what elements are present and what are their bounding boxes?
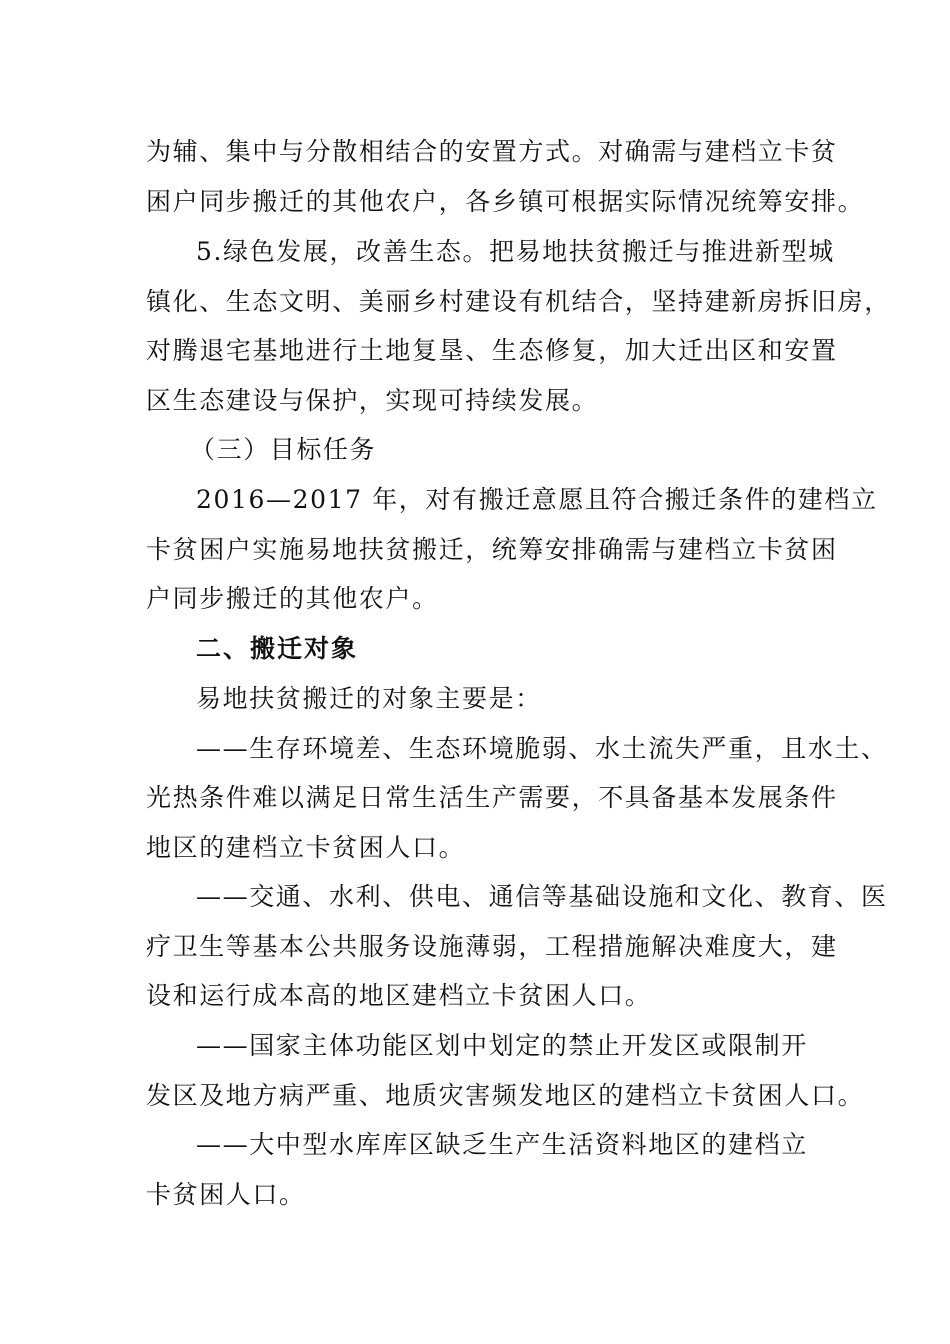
text-line: 卡贫困人口。 [146, 1180, 306, 1209]
chapter-heading: 二、搬迁对象 [196, 634, 359, 663]
text-line: 设和运行成本高的地区建档立卡贫困人口。 [146, 981, 652, 1010]
text-line: 困户同步搬迁的其他农户，各乡镇可根据实际情况统筹安排。 [146, 187, 865, 216]
text-line: 卡贫困户实施易地扶贫搬迁，统筹安排确需与建档立卡贫困 [146, 535, 838, 564]
section-heading: （三）目标任务 [190, 435, 377, 464]
text-line: ——大中型水库库区缺乏生产生活资料地区的建档立 [196, 1130, 808, 1159]
text-line: 光热条件难以满足日常生活生产需要，不具备基本发展条件 [146, 783, 838, 812]
text-line: 为辅、集中与分散相结合的安置方式。对确需与建档立卡贫 [146, 137, 838, 166]
text-line: 5.绿色发展，改善生态。把易地扶贫搬迁与推进新型城 [196, 237, 835, 266]
text-line: 疗卫生等基本公共服务设施薄弱，工程措施解决难度大，建 [146, 932, 838, 961]
text-line: ——生存环境差、生态环境脆弱、水土流失严重，且水土、 [196, 734, 888, 763]
text-line: 镇化、生态文明、美丽乡村建设有机结合，坚持建新房拆旧房， [146, 287, 891, 316]
text-line: 易地扶贫搬迁的对象主要是： [196, 684, 542, 713]
text-line: ——交通、水利、供电、通信等基础设施和文化、教育、医 [196, 882, 888, 911]
text-line: 2016—2017 年，对有搬迁意愿且符合搬迁条件的建档立 [196, 485, 878, 514]
text-line: 发区及地方病严重、地质灾害频发地区的建档立卡贫困人口。 [146, 1081, 865, 1110]
text-line: 地区的建档立卡贫困人口。 [146, 833, 466, 862]
text-line: ——国家主体功能区划中划定的禁止开发区或限制开 [196, 1031, 808, 1060]
text-line: 户同步搬迁的其他农户。 [146, 584, 439, 613]
text-line: 对腾退宅基地进行土地复垦、生态修复，加大迁出区和安置 [146, 336, 838, 365]
text-line: 区生态建设与保护，实现可持续发展。 [146, 386, 599, 415]
